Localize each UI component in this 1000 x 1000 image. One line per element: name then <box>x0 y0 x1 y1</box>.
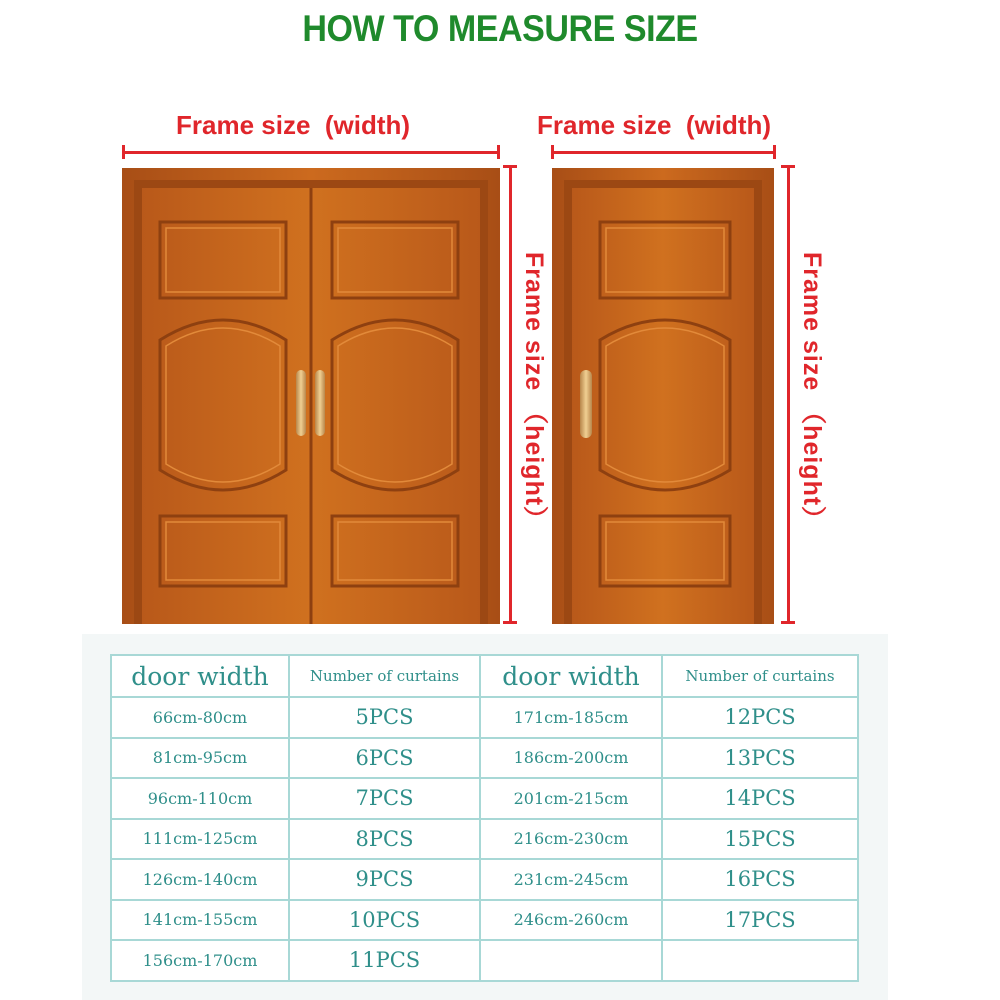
width-label-double: Frame size (width) <box>176 110 411 140</box>
curtain-count-cell: 6PCS <box>289 738 480 779</box>
curtain-count-cell: 10PCS <box>289 900 480 941</box>
table-row <box>111 778 858 819</box>
curtain-count-cell: 14PCS <box>662 778 858 819</box>
height-line-double <box>509 166 512 624</box>
door-handle-icon <box>580 370 592 438</box>
width-tick <box>551 145 554 159</box>
height-line-single <box>787 166 790 624</box>
double-door <box>122 168 500 624</box>
table-row <box>111 859 858 900</box>
curtain-count-cell: 5PCS <box>289 697 480 738</box>
door-width-cell: 246cm-260cm <box>480 900 662 941</box>
height-label-double: Frame size （height） <box>520 252 548 533</box>
width-tick <box>773 145 776 159</box>
door-width-cell: 171cm-185cm <box>480 697 662 738</box>
table-row <box>111 819 858 860</box>
door-width-cell: 156cm-170cm <box>111 940 289 981</box>
curtain-count-cell: 7PCS <box>289 778 480 819</box>
curtain-count-cell: 11PCS <box>289 940 480 981</box>
size-table <box>110 654 859 982</box>
door-width-cell: 66cm-80cm <box>111 697 289 738</box>
door-width-cell <box>480 940 662 981</box>
door-handle-icon <box>315 370 325 436</box>
height-tick <box>503 621 517 624</box>
door-width-cell: 111cm-125cm <box>111 819 289 860</box>
height-tick <box>781 165 795 168</box>
header-number-of-curtains: Number of curtains <box>662 655 858 697</box>
curtain-count-cell: 9PCS <box>289 859 480 900</box>
door-handle-icon <box>296 370 306 436</box>
door-width-cell: 96cm-110cm <box>111 778 289 819</box>
curtain-count-cell: 12PCS <box>662 697 858 738</box>
width-tick <box>122 145 125 159</box>
curtain-count-cell: 8PCS <box>289 819 480 860</box>
width-line-single <box>553 151 775 154</box>
door-width-cell: 201cm-215cm <box>480 778 662 819</box>
width-line-double <box>124 151 499 154</box>
curtain-count-cell: 17PCS <box>662 900 858 941</box>
table-header-row <box>111 655 858 697</box>
single-door <box>552 168 774 624</box>
header-door-width: door width <box>480 655 662 697</box>
header-door-width: door width <box>111 655 289 697</box>
width-label-single: Frame size (width) <box>537 110 772 140</box>
width-tick <box>497 145 500 159</box>
curtain-count-cell <box>662 940 858 981</box>
curtain-count-cell: 16PCS <box>662 859 858 900</box>
door-width-cell: 126cm-140cm <box>111 859 289 900</box>
door-width-cell: 231cm-245cm <box>480 859 662 900</box>
door-width-cell: 81cm-95cm <box>111 738 289 779</box>
curtain-count-cell: 15PCS <box>662 819 858 860</box>
door-width-cell: 186cm-200cm <box>480 738 662 779</box>
header-number-of-curtains: Number of curtains <box>289 655 480 697</box>
door-width-cell: 141cm-155cm <box>111 900 289 941</box>
curtain-count-cell: 13PCS <box>662 738 858 779</box>
height-tick <box>503 165 517 168</box>
page-title: HOW TO MEASURE SIZE <box>302 8 698 49</box>
height-label-single: Frame size （height） <box>798 252 826 533</box>
table-row <box>111 697 858 738</box>
size-table-panel <box>82 634 888 1000</box>
table-row <box>111 738 858 779</box>
table-row <box>111 940 858 981</box>
height-tick <box>781 621 795 624</box>
table-row <box>111 900 858 941</box>
door-width-cell: 216cm-230cm <box>480 819 662 860</box>
